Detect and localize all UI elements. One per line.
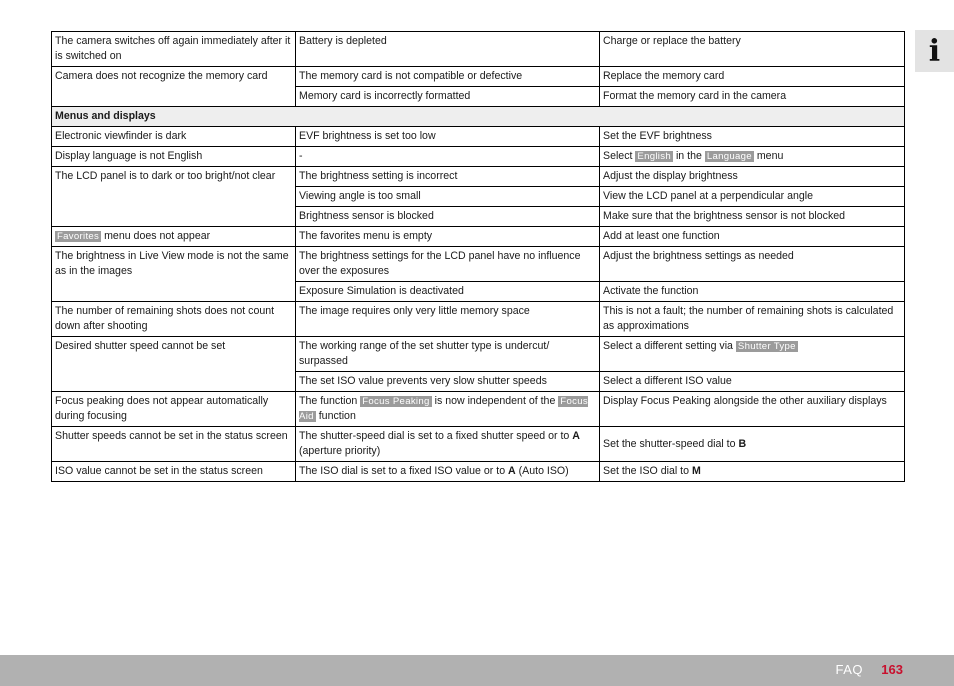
solution-cell: Activate the function: [600, 282, 905, 302]
section-name: FAQ: [835, 662, 863, 677]
table-row: [52, 227, 905, 247]
problem-cell: ISO value cannot be set in the status screen: [52, 462, 296, 482]
solution-text: Select: [603, 150, 633, 162]
cause-cell: The favorites menu is empty: [296, 227, 600, 247]
cause-text: The function: [299, 395, 358, 407]
problem-cell: Desired shutter speed cannot be set: [52, 337, 296, 392]
problem-cell: [52, 227, 296, 247]
problem-cell: Camera does not recognize the memory card: [52, 67, 296, 107]
menu-item-label: Shutter Type: [737, 341, 796, 352]
table-row: [52, 462, 905, 482]
cause-text: is now independent of the: [434, 395, 556, 407]
solution-cell: Format the memory card in the camera: [600, 87, 905, 107]
cause-cell: The working range of the set shutter type is undercut/ surpassed: [296, 337, 600, 372]
table-row: [52, 247, 905, 282]
cause-cell: The brightness setting is incorrect: [296, 167, 600, 187]
dial-setting-label: A: [572, 430, 580, 442]
table-row: [52, 427, 905, 462]
table-row: [52, 392, 905, 427]
section-title: Menus and displays: [52, 107, 905, 127]
cause-text: (Auto ISO): [518, 465, 569, 477]
menu-item-label: Focus Peaking: [362, 396, 430, 407]
cause-cell: Brightness sensor is blocked: [296, 207, 600, 227]
dial-setting-label: B: [738, 437, 747, 450]
solution-cell: Charge or replace the battery: [600, 32, 905, 67]
cause-text: function: [318, 410, 356, 422]
dial-setting-label: A: [508, 465, 516, 477]
solution-cell: [600, 427, 905, 462]
menu-item-label: Favorites: [57, 231, 100, 242]
solution-cell: Adjust the brightness settings as needed: [600, 247, 905, 282]
cause-cell: The image requires only very little memory space: [296, 302, 600, 337]
solution-cell: [600, 462, 905, 482]
problem-cell: The camera switches off again immediately after it is switched on: [52, 32, 296, 67]
menu-item-label: Focus Aid: [299, 396, 588, 422]
cause-cell: The brightness settings for the LCD panel have no influence over the exposures: [296, 247, 600, 282]
menu-item-label: Language: [706, 151, 752, 162]
cause-cell: The set ISO value prevents very slow shutter speeds: [296, 372, 600, 392]
solution-cell: Replace the memory card: [600, 67, 905, 87]
solution-cell: [600, 337, 905, 372]
section-header-row: [52, 107, 905, 127]
cause-cell: The memory card is not compatible or defective: [296, 67, 600, 87]
page-number: 163: [881, 662, 903, 677]
table-row: [52, 167, 905, 187]
info-glyph: i: [928, 33, 941, 69]
troubleshooting-table: [51, 31, 905, 482]
solution-cell: Set the EVF brightness: [600, 127, 905, 147]
problem-cell: Shutter speeds cannot be set in the status screen: [52, 427, 296, 462]
menu-item-label: English: [637, 151, 671, 162]
problem-text: menu does not appear: [104, 230, 211, 242]
solution-text: Select a different setting via: [603, 340, 733, 352]
cause-cell: Memory card is incorrectly formatted: [296, 87, 600, 107]
cause-text: The ISO dial is set to a fixed ISO value or to: [299, 465, 506, 477]
solution-cell: Select a different ISO value: [600, 372, 905, 392]
solution-cell: Make sure that the brightness sensor is not blocked: [600, 207, 905, 227]
cause-cell: [296, 392, 600, 427]
table-row: [52, 67, 905, 87]
solution-text: in the: [675, 150, 702, 162]
page-footer: [0, 655, 954, 686]
cause-cell: [296, 427, 600, 462]
cause-cell: Battery is depleted: [296, 32, 600, 67]
problem-cell: Focus peaking does not appear automatically during focusing: [52, 392, 296, 427]
table-row: [52, 127, 905, 147]
table-row: [52, 147, 905, 167]
solution-text: menu: [756, 150, 784, 162]
info-icon: [915, 30, 954, 72]
cause-cell: -: [296, 147, 600, 167]
table-row: [52, 302, 905, 337]
problem-cell: Display language is not English: [52, 147, 296, 167]
problem-cell: Electronic viewfinder is dark: [52, 127, 296, 147]
solution-cell: Display Focus Peaking alongside the other auxiliary displays: [600, 392, 905, 427]
solution-cell: View the LCD panel at a perpendicular angle: [600, 187, 905, 207]
cause-cell: [296, 462, 600, 482]
table-row: [52, 32, 905, 67]
solution-cell: [600, 147, 905, 167]
problem-cell: The brightness in Live View mode is not the same as in the images: [52, 247, 296, 302]
cause-cell: Exposure Simulation is deactivated: [296, 282, 600, 302]
problem-cell: The LCD panel is to dark or too bright/not clear: [52, 167, 296, 227]
solution-text: Set the shutter-speed dial to: [603, 437, 736, 450]
solution-cell: Add at least one function: [600, 227, 905, 247]
cause-text: The shutter-speed dial is set to a fixed shutter speed or to: [299, 430, 570, 442]
table-row: [52, 337, 905, 372]
solution-text: Set the ISO dial to: [603, 465, 689, 477]
solution-cell: This is not a fault; the number of remaining shots is calculated as approximations: [600, 302, 905, 337]
cause-text: (aperture priority): [299, 445, 381, 457]
cause-cell: EVF brightness is set too low: [296, 127, 600, 147]
dial-setting-label: M: [691, 465, 701, 477]
solution-cell: Adjust the display brightness: [600, 167, 905, 187]
cause-cell: Viewing angle is too small: [296, 187, 600, 207]
problem-cell: The number of remaining shots does not count down after shooting: [52, 302, 296, 337]
